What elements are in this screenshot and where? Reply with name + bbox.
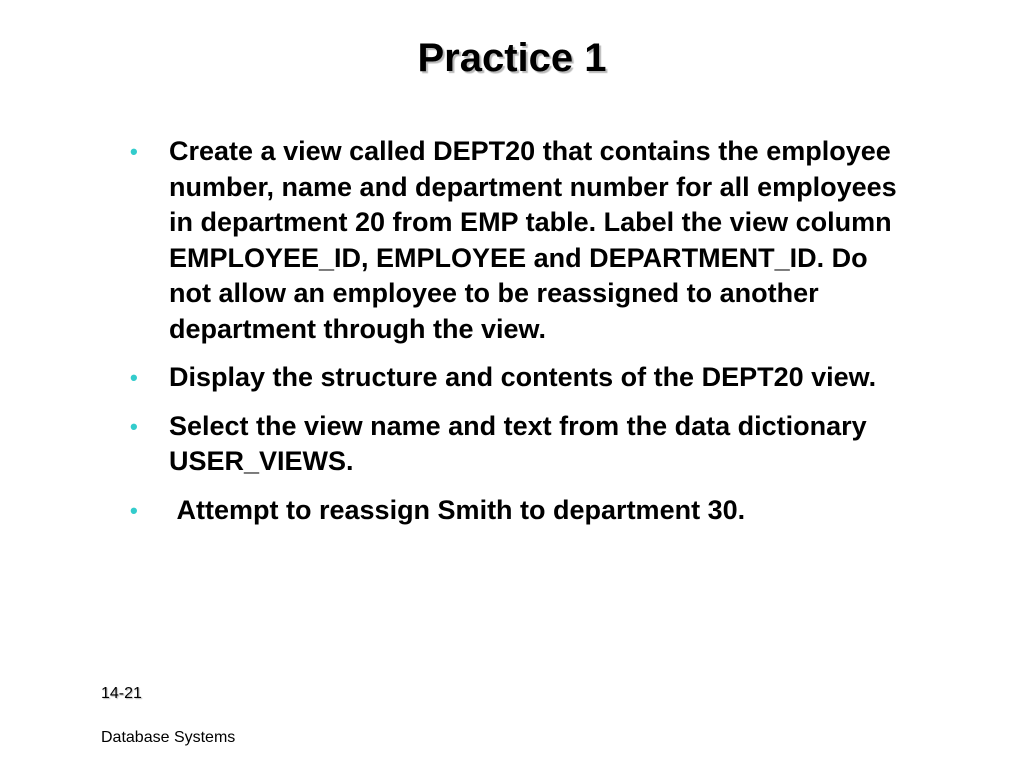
slide-title: Practice 1 — [417, 36, 607, 80]
footer-text: Database Systems — [101, 729, 236, 746]
slide-number: 14-21 — [101, 685, 142, 702]
bullet-icon: • — [130, 497, 138, 523]
bullet-icon: • — [130, 365, 138, 390]
bullet-text: Create a view called DEPT20 that contains the employee number, name and department number for all employees in department 20 from EMP table. Label the view column EMPLOYEE_ID, EMPLOYEE and DEPARTMENT_ID. Do not allow an employee to be reassigned to another department through the view. — [169, 136, 897, 344]
bullet-text: Select the view name and text from the data dictionary USER_VIEWS. — [169, 410, 867, 476]
bullet-item — [130, 134, 900, 347]
bullet-item — [130, 409, 900, 480]
bullet-list — [130, 134, 900, 541]
bullet-item — [130, 493, 900, 529]
bullet-item — [130, 360, 900, 396]
bullet-text: Display the structure and contents of the DEPT20 view. — [169, 362, 877, 392]
bullet-icon: • — [130, 139, 138, 164]
bullet-icon: • — [130, 413, 138, 439]
bullet-text: Attempt to reassign Smith to department 30. — [169, 494, 746, 525]
